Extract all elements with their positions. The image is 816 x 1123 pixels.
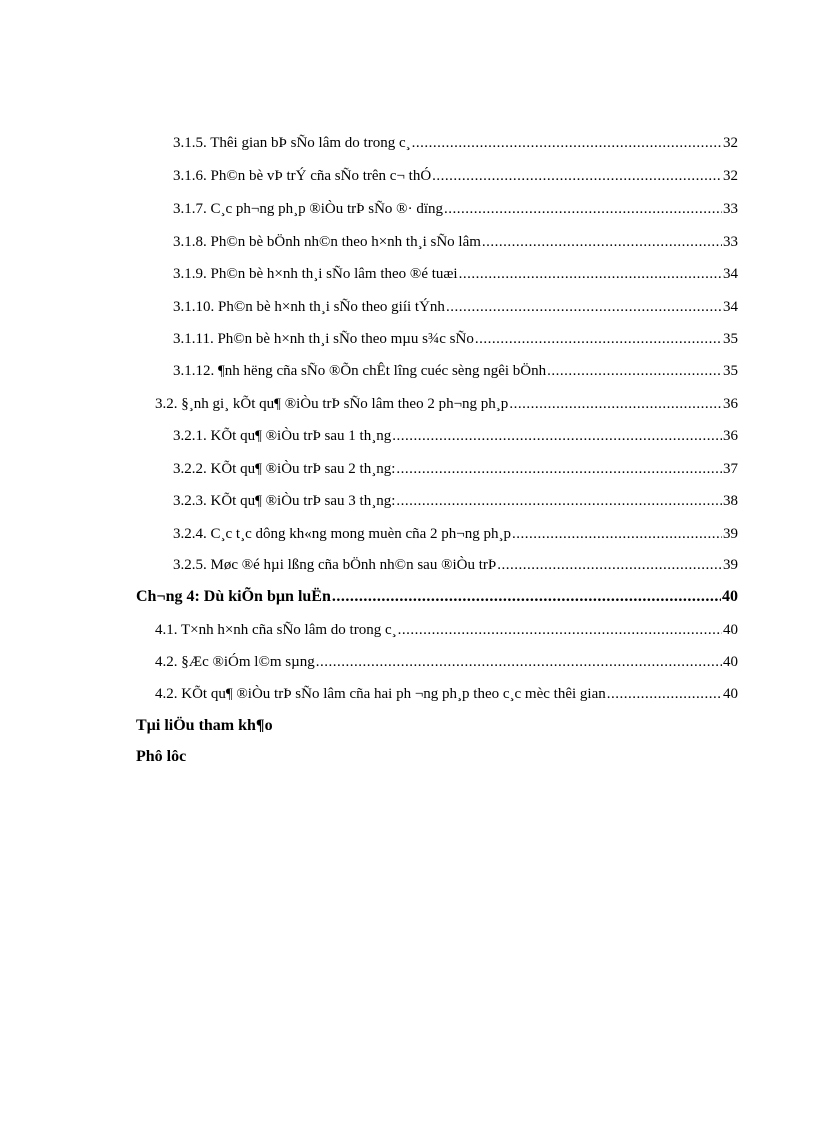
toc-entry-title: 3.1.5. Thêi gian bÞ sÑo lâm do trong c¸ xyxy=(173,135,411,151)
toc-entry-page: 38 xyxy=(723,493,738,509)
toc-entry xyxy=(155,652,738,672)
toc-entry-title: 3.2. §¸nh gi¸ kÕt qu¶ ®iÒu trÞ sÑo lâm theo 2 ph¬ng ph¸p xyxy=(155,396,509,412)
toc-entry-page: 37 xyxy=(723,461,738,477)
toc-leader xyxy=(392,426,722,446)
toc-entry xyxy=(173,555,738,575)
toc-entry xyxy=(173,166,738,186)
toc-leader xyxy=(459,264,722,284)
toc-entry-page: 39 xyxy=(723,557,738,573)
toc-entry xyxy=(155,684,738,704)
toc-entry-title: 3.1.10. Ph©n bè h×nh th¸i sÑo theo giíi tÝnh xyxy=(173,299,445,315)
toc-entry-title: 3.1.12. ¶nh hëng cña sÑo ®Õn chÊt lîng cuéc sèng ngêi bÖnh xyxy=(173,363,547,379)
toc-entry-page: 34 xyxy=(723,299,738,315)
toc-entry-title: 4.1. T×nh h×nh cña sÑo lâm do trong c¸ xyxy=(155,622,397,638)
toc-leader xyxy=(512,524,722,544)
toc-leader xyxy=(475,329,722,349)
toc-entry-page: 33 xyxy=(723,234,738,250)
toc-entry-page: 32 xyxy=(723,168,738,184)
toc-entry-title: 3.1.8. Ph©n bè bÖnh nh©n theo h×nh th¸i sÑo lâm xyxy=(173,234,481,250)
toc-leader xyxy=(432,166,722,186)
toc-appendix: Phô lôc xyxy=(136,748,187,765)
toc-entry-title: 3.2.1. KÕt qu¶ ®iÒu trÞ sau 1 th¸ng xyxy=(173,428,392,444)
toc-chapter-entry xyxy=(136,587,738,607)
toc-entry-page: 36 xyxy=(723,428,738,444)
toc-entry-page: 40 xyxy=(722,588,738,605)
toc-leader xyxy=(497,555,722,575)
toc-entry xyxy=(173,491,738,511)
toc-entry-page: 34 xyxy=(723,266,738,282)
toc-leader xyxy=(607,684,722,704)
toc-entry-title: 3.2.3. KÕt qu¶ ®iÒu trÞ sau 3 th¸ng: xyxy=(173,493,396,509)
toc-entry-page: 36 xyxy=(723,396,738,412)
toc-leader xyxy=(316,652,722,672)
toc-leader xyxy=(396,459,722,479)
toc-entry-page: 40 xyxy=(723,686,738,702)
toc-entry xyxy=(173,232,738,252)
toc-entry xyxy=(155,620,738,640)
toc-entry xyxy=(173,297,738,317)
toc-entry xyxy=(173,133,738,153)
toc-entry-page: 40 xyxy=(723,622,738,638)
toc-entry-page: 40 xyxy=(723,654,738,670)
toc-entry-page: 33 xyxy=(723,201,738,217)
toc-leader xyxy=(446,297,722,317)
toc-entry-page: 35 xyxy=(723,363,738,379)
toc-entry-title: 3.2.4. C¸c t¸c dông kh«ng mong muèn cña 2 ph¬ng ph¸p xyxy=(173,526,511,542)
toc-entry xyxy=(173,524,738,544)
toc-entry-title: 4.2. §Æc ®iÓm l©m sµng xyxy=(155,654,315,670)
toc-leader xyxy=(482,232,722,252)
toc-entry xyxy=(173,426,738,446)
toc-entry xyxy=(173,329,738,349)
toc-leader xyxy=(398,620,722,640)
toc-entry-title: 3.1.11. Ph©n bè h×nh th¸i sÑo theo mµu s¾c sÑo xyxy=(173,331,474,347)
toc-leader xyxy=(444,199,722,219)
toc-leader xyxy=(332,587,721,607)
toc-entry-page: 32 xyxy=(723,135,738,151)
toc-entry xyxy=(173,264,738,284)
toc-entry-title: Ch¬ng 4: Dù kiÕn bµn luËn xyxy=(136,588,331,605)
toc-entry-title: 3.2.5. Møc ®é hµi lßng cña bÖnh nh©n sau ®iÒu trÞ xyxy=(173,557,497,573)
toc-entry-title: 3.1.7. C¸c ph¬ng ph¸p ®iÒu trÞ sÑo ®· dïng xyxy=(173,201,443,217)
toc-leader xyxy=(396,491,722,511)
toc-leader xyxy=(509,394,722,414)
toc-entry xyxy=(173,361,738,381)
toc-entry xyxy=(173,199,738,219)
toc-entry-page: 39 xyxy=(723,526,738,542)
toc-entry xyxy=(155,394,738,414)
toc-entry-title: 4.2. KÕt qu¶ ®iÒu trÞ sÑo lâm cña hai ph ¬ng ph¸p theo c¸c mèc thêi gian xyxy=(155,686,606,702)
toc-entry-title: 3.1.6. Ph©n bè vÞ trÝ cña sÑo trên c¬ thÓ xyxy=(173,168,432,184)
toc-entry-page: 35 xyxy=(723,331,738,347)
toc-leader xyxy=(547,361,722,381)
toc-entry-title: 3.2.2. KÕt qu¶ ®iÒu trÞ sau 2 th¸ng: xyxy=(173,461,396,477)
toc-leader xyxy=(412,133,722,153)
toc-entry-title: 3.1.9. Ph©n bè h×nh th¸i sÑo lâm theo ®é tuæi xyxy=(173,266,458,282)
toc-entry xyxy=(173,459,738,479)
toc-references: Tµi liÖu tham kh¶o xyxy=(136,717,273,734)
